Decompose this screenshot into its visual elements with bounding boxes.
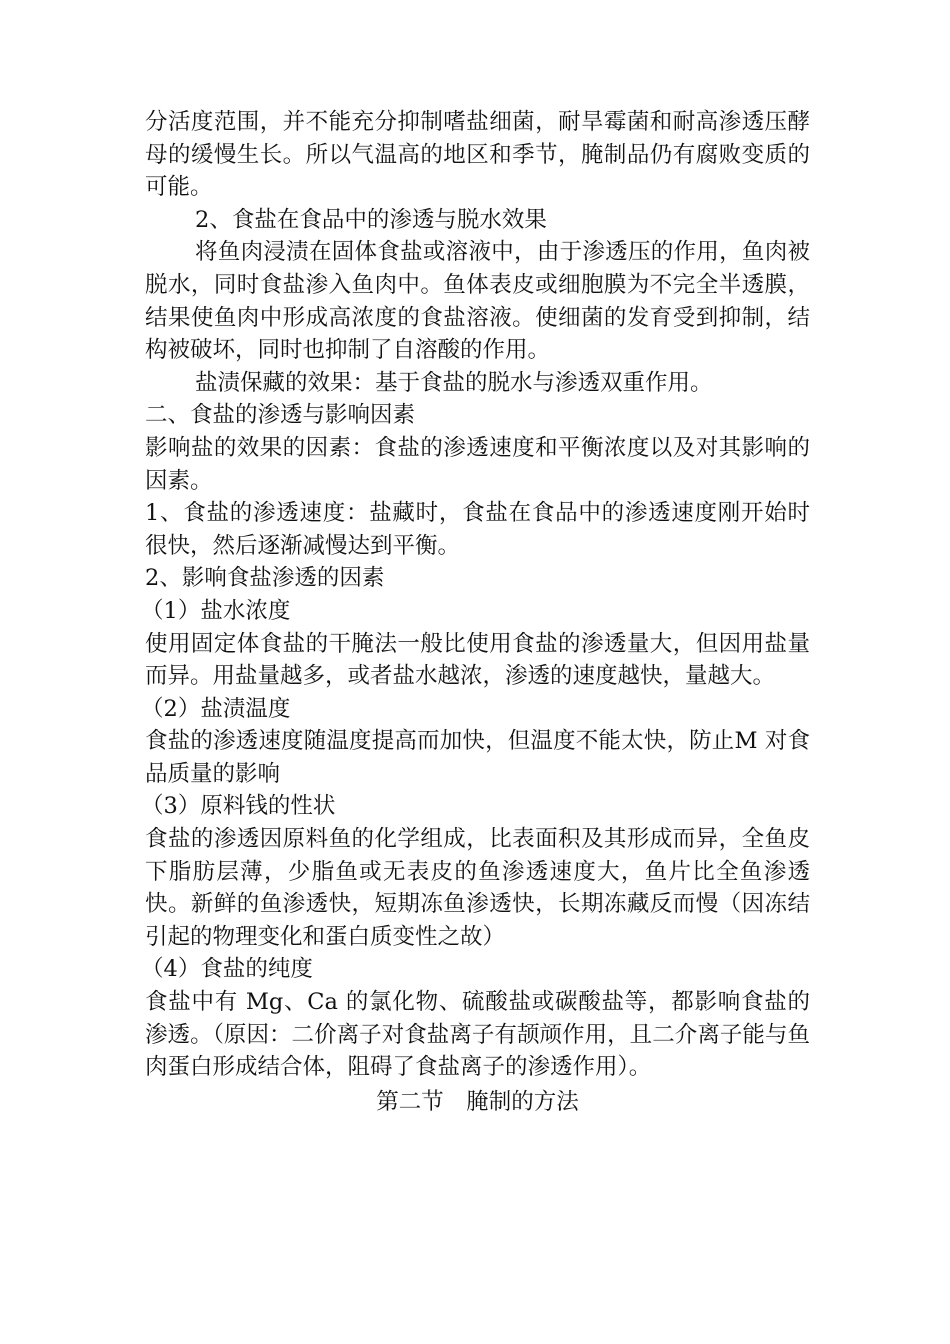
item-raw-material: （3）原料钱的性状 xyxy=(141,793,336,820)
subheading-influencing-factors: 2、影响食盐渗透的因素 xyxy=(145,565,385,592)
heading-factors: 二、食盐的渗透与影响因素 xyxy=(145,402,416,429)
paragraph-brine-concentration: 使用固定体食盐的干腌法一般比使用食盐的渗透量大，但因用盐量而异。用盐量越多，或者盐水越浓，渗透的速度越快，量越大。 xyxy=(145,630,810,690)
item-salt-purity: （4）食盐的纯度 xyxy=(141,956,313,983)
subheading-penetration-dehydration: 2、食盐在食品中的渗透与脱水效果 xyxy=(195,206,547,233)
paragraph-penetration-speed: 1、食盐的渗透速度：盐藏时，食盐在食品中的渗透速度刚开始时很快，然后逐渐减慢达到平衡。 xyxy=(145,500,810,559)
paragraph-raw-material: 食盐的渗透因原料鱼的化学组成，比表面积及其形成而异，全鱼皮下脂肪层薄，少脂鱼或无表皮的鱼渗透速度大，鱼片比全鱼渗透快。新鲜的鱼渗透快，短期冻鱼渗透快，长期冻藏反而慢（因冻结引起的物理变化和蛋白质变性之故） xyxy=(145,826,810,950)
document-page xyxy=(141,106,810,1118)
item-brine-concentration: （1）盐水浓度 xyxy=(141,597,291,624)
section-title: 第二节 腌制的方法 xyxy=(376,1088,579,1115)
paragraph-salt-purity: 食盐中有 Mg、Ca 的氯化物、硫酸盐或碳酸盐等，都影响食盐的渗透。（原因：二价离子对食盐离子有颉颃作用，且二介离子能与鱼肉蛋白形成结合体，阻碍了食盐离子的渗透作用）。 xyxy=(145,989,810,1081)
paragraph-salt-activity: 分活度范围，并不能充分抑制嗜盐细菌，耐旱霉菌和耐高渗透压酵母的缓慢生长。所以气温高的地区和季节，腌制品仍有腐败变质的可能。 xyxy=(145,109,810,201)
paragraph-salting-temperature: 食盐的渗透速度随温度提高而加快，但温度不能太快，防止M 对食品质量的影响 xyxy=(145,728,810,787)
paragraph-preservation-effect: 盐渍保藏的效果：基于食盐的脱水与渗透双重作用。 xyxy=(195,369,713,396)
item-salting-temperature: （2）盐渍温度 xyxy=(141,695,291,722)
paragraph-factors-intro: 影响盐的效果的因素：食盐的渗透速度和平衡浓度以及对其影响的因素。 xyxy=(145,434,810,494)
paragraph-osmosis: 将鱼肉浸渍在固体食盐或溶液中，由于渗透压的作用，鱼肉被脱水，同时食盐渗入鱼肉中。鱼体表皮或细胞膜为不完全半透膜，结果使鱼肉中形成高浓度的食盐溶液。使细菌的发育受到抑制，结构被破坏，同时也抑制了自溶酸的作用。 xyxy=(145,239,810,364)
